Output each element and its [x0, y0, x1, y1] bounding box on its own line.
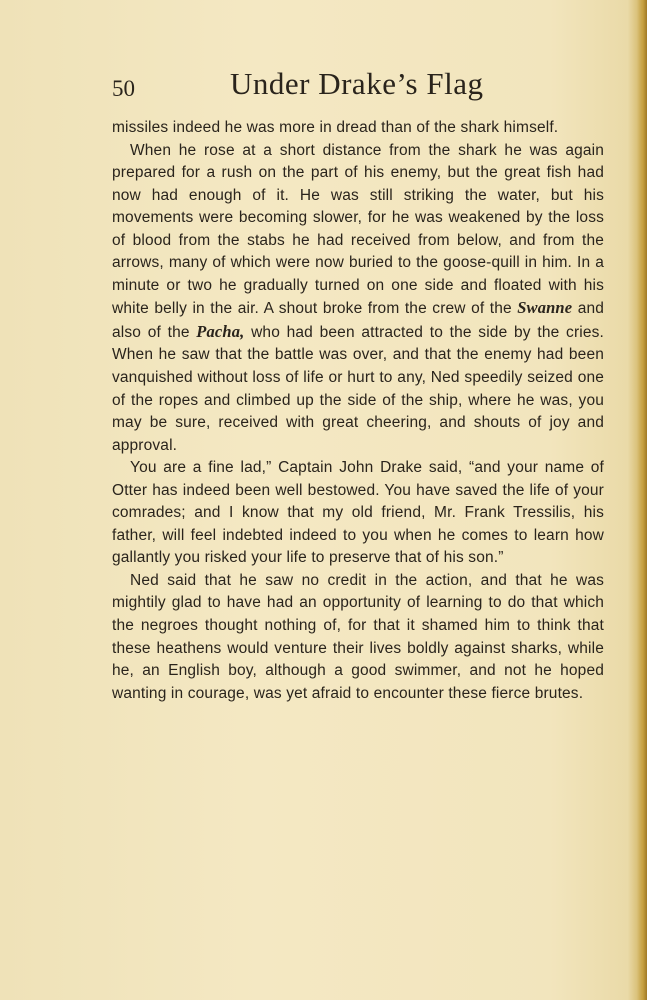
paragraph-2-text-c: who had been attracted to the side by the cries. When he saw that the battle was over, and that the enemy had been vanquished without loss of life or hurt to any, Ned speedily seized one of the ropes and climbed up the side of the ship, where he was, you may be sure, received with great cheering, and shouts of joy and approval.	[112, 323, 604, 454]
body-text	[112, 117, 604, 705]
paragraph-4-text: Ned said that he saw no credit in the action, and that he was mightily glad to have had an opportunity of learning to do that which the negroes thought nothing of, for that it shamed him to think that these heathens would venture their lives boldly against sharks, while he, an English boy, although a good swimmer, and not he hoped wanting in courage, was yet afraid to encounter these fierce brutes.	[112, 571, 604, 702]
paragraph-3-text: You are a fine lad,” Captain John Drake said, “and your name of Otter has indeed been well bestowed. You have saved the life of your comrades; and I know that my old friend, Mr. Frank Tressilis, his father, will feel indebted indeed to you when he comes to learn how gallantly you risked your life to preserve that of his son.”	[112, 459, 604, 567]
page-edge-shadow	[637, 0, 647, 1000]
paragraph-1-text: missiles indeed he was more in dread than of the shark himself.	[112, 119, 559, 136]
paragraph-2-text-b: and also of the	[112, 300, 604, 341]
ship-name-swanne: Swanne	[517, 298, 573, 318]
paragraph-3	[112, 457, 604, 570]
page-number: 50	[112, 76, 135, 101]
ship-name-pacha: Pacha,	[196, 321, 245, 341]
running-title: Under Drake’s Flag	[230, 66, 484, 101]
paragraph-2-text-a: When he rose at a short distance from the shark he was again prepared for a rush on the part of his enemy, but the great fish had now had enough of it. He was still striking the water, but his movements were becoming slower, for he was weakened by the loss of blood from the stabs he had received from below, and from the arrows, many of which were now buried to the goose-quill in him. In a minute or two he gradually turned on one side and floated with his white belly in the air. A shout broke from the crew of the	[112, 141, 604, 318]
paragraph-4	[112, 570, 604, 705]
page-header	[112, 62, 604, 108]
paragraph-1	[112, 117, 604, 140]
paragraph-2	[112, 140, 604, 458]
